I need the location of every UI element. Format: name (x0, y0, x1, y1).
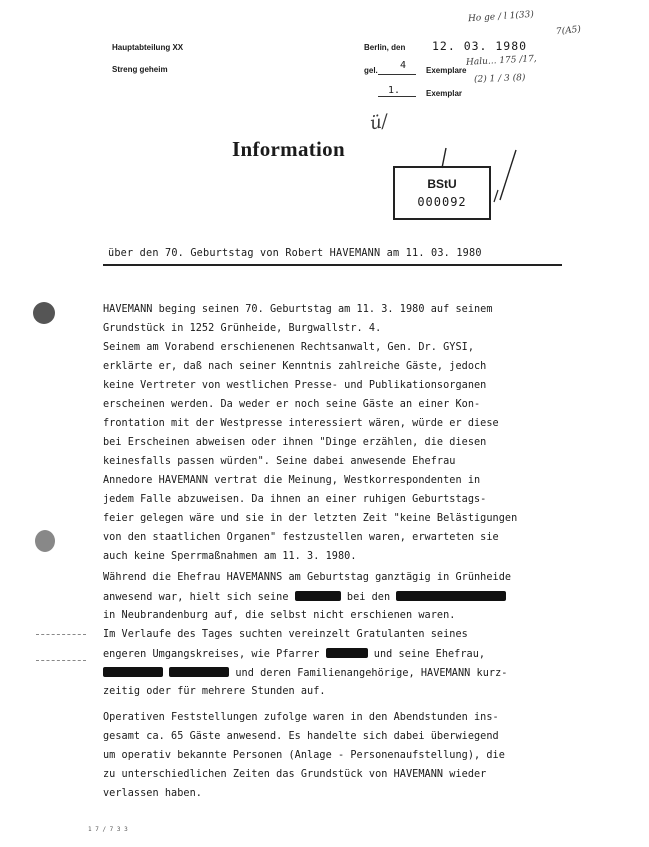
text-line: Seinem am Vorabend erschienenen Rechtsanwalt, Gen. Dr. GYSI, (103, 342, 475, 353)
punch-hole-top (33, 302, 55, 324)
text-line: bei Erscheinen abweisen oder ihnen "Dinge erzählen, die diesen (103, 437, 487, 448)
text-line: HAVEMANN beging seinen 70. Geburtstag am 11. 3. 1980 auf seinem (103, 304, 493, 315)
copy-label: Exemplar (426, 89, 463, 98)
text-line: erscheinen werden. Da weder er noch seine Gäste an einer Kon- (103, 399, 481, 410)
text-segment: bei den (346, 592, 391, 603)
text-line: zeitig oder für mehrere Stunden auf. (103, 686, 326, 697)
text-line: Im Verlaufe des Tages suchten vereinzelt Gratulanten seines (103, 629, 468, 640)
department-label: Hauptabteilung XX (112, 43, 184, 52)
paragraph-3 (103, 712, 505, 807)
text-line: in Neubrandenburg auf, die selbst nicht erschienen waren. (103, 610, 456, 621)
text-line: erklärte er, daß nach seiner Kenntnis zahlreiche Gäste, jedoch (103, 361, 487, 372)
stamp-line-2: 000092 (417, 195, 467, 209)
margin-artifact (36, 634, 86, 636)
paragraph-2 (103, 572, 511, 705)
text-line: verlassen haben. (103, 788, 202, 799)
text-line: Annedore HAVEMANN vertrat die Meinung, Westkorrespondenten in (103, 475, 481, 486)
text-line-with-redactions (103, 591, 511, 610)
copies-number: 4 (400, 60, 407, 71)
redaction-bar (396, 591, 506, 601)
archive-stamp (393, 166, 491, 220)
handwritten-note-4: (2) 1 / 3 (8) (473, 73, 526, 85)
text-line: zu unterschiedlichen Zeiten das Grundstück von HAVEMANN wieder (103, 769, 487, 780)
place-label: Berlin, den (364, 43, 406, 52)
copies-underline (378, 74, 416, 75)
text-segment: und deren Familienangehörige, HAVEMANN kurz- (235, 668, 508, 679)
subject-line: über den 70. Geburtstag von Robert HAVEMANN am 11. 03. 1980 (108, 248, 482, 259)
document-title: Information (232, 137, 345, 161)
text-segment: und seine Ehefrau, (373, 649, 486, 660)
stamp-line-1: BStU (427, 177, 457, 191)
classification-label: Streng geheim (112, 65, 168, 74)
text-line: Operativen Feststellungen zufolge waren in den Abendstunden ins- (103, 712, 499, 723)
copy-number: 1. (388, 85, 401, 96)
handwritten-note-1: Ho ge / l 1(33) (467, 9, 535, 25)
text-line: jedem Falle abzuweisen. Da ihnen an einer ruhigen Geburtstags- (103, 494, 487, 505)
punch-hole-bottom (35, 530, 55, 552)
text-line: keinesfalls passen würden". Seine dabei anwesende Ehefrau (103, 456, 456, 467)
text-line: von den staatlichen Organen" festzustellen waren, erwarteten sie (103, 532, 499, 543)
redaction-bar (103, 667, 163, 677)
text-line: gesamt ca. 65 Gäste anwesend. Es handelte sich dabei überwiegend (103, 731, 499, 742)
redaction-bar (169, 667, 229, 677)
redaction-bar (326, 648, 368, 658)
footer-code: 1 7 / 7 3 3 (88, 826, 128, 833)
text-segment: anwesend war, hielt sich seine (103, 592, 289, 603)
handwritten-mark: ü/ (368, 110, 390, 135)
text-line: Grundstück in 1252 Grünheide, Burgwallstr. 4. (103, 323, 382, 334)
text-line-with-redactions (103, 667, 511, 686)
text-line-with-redactions (103, 648, 511, 667)
paragraph-1 (103, 304, 517, 570)
text-segment: engeren Umgangskreises, wie Pfarrer (103, 649, 320, 660)
text-line: um operativ bekannte Personen (Anlage - Personenaufstellung), die (103, 750, 505, 761)
margin-artifact (36, 660, 86, 662)
copy-underline (378, 96, 416, 97)
handwritten-note-3: Halu... 175 /17, (465, 54, 537, 68)
copies-prefix: gel. (364, 66, 378, 75)
handwritten-note-2: 7(A5) (555, 24, 582, 38)
redaction-bar (295, 591, 341, 601)
subject-rule (103, 264, 562, 266)
document-date: 12. 03. 1980 (432, 39, 528, 53)
text-line: frontation mit der Westpresse interessiert wären, würde er diese (103, 418, 499, 429)
text-line: Während die Ehefrau HAVEMANNS am Geburtstag ganztägig in Grünheide (103, 572, 512, 583)
text-line: feier gelegen wäre und sie in der letzten Zeit "keine Belästigungen (103, 513, 518, 524)
copies-label: Exemplare (426, 66, 467, 75)
text-line: auch keine Sperrmaßnahmen am 11. 3. 1980. (103, 551, 357, 562)
text-line: keine Vertreter von westlichen Presse- und Publikationsorganen (103, 380, 487, 391)
